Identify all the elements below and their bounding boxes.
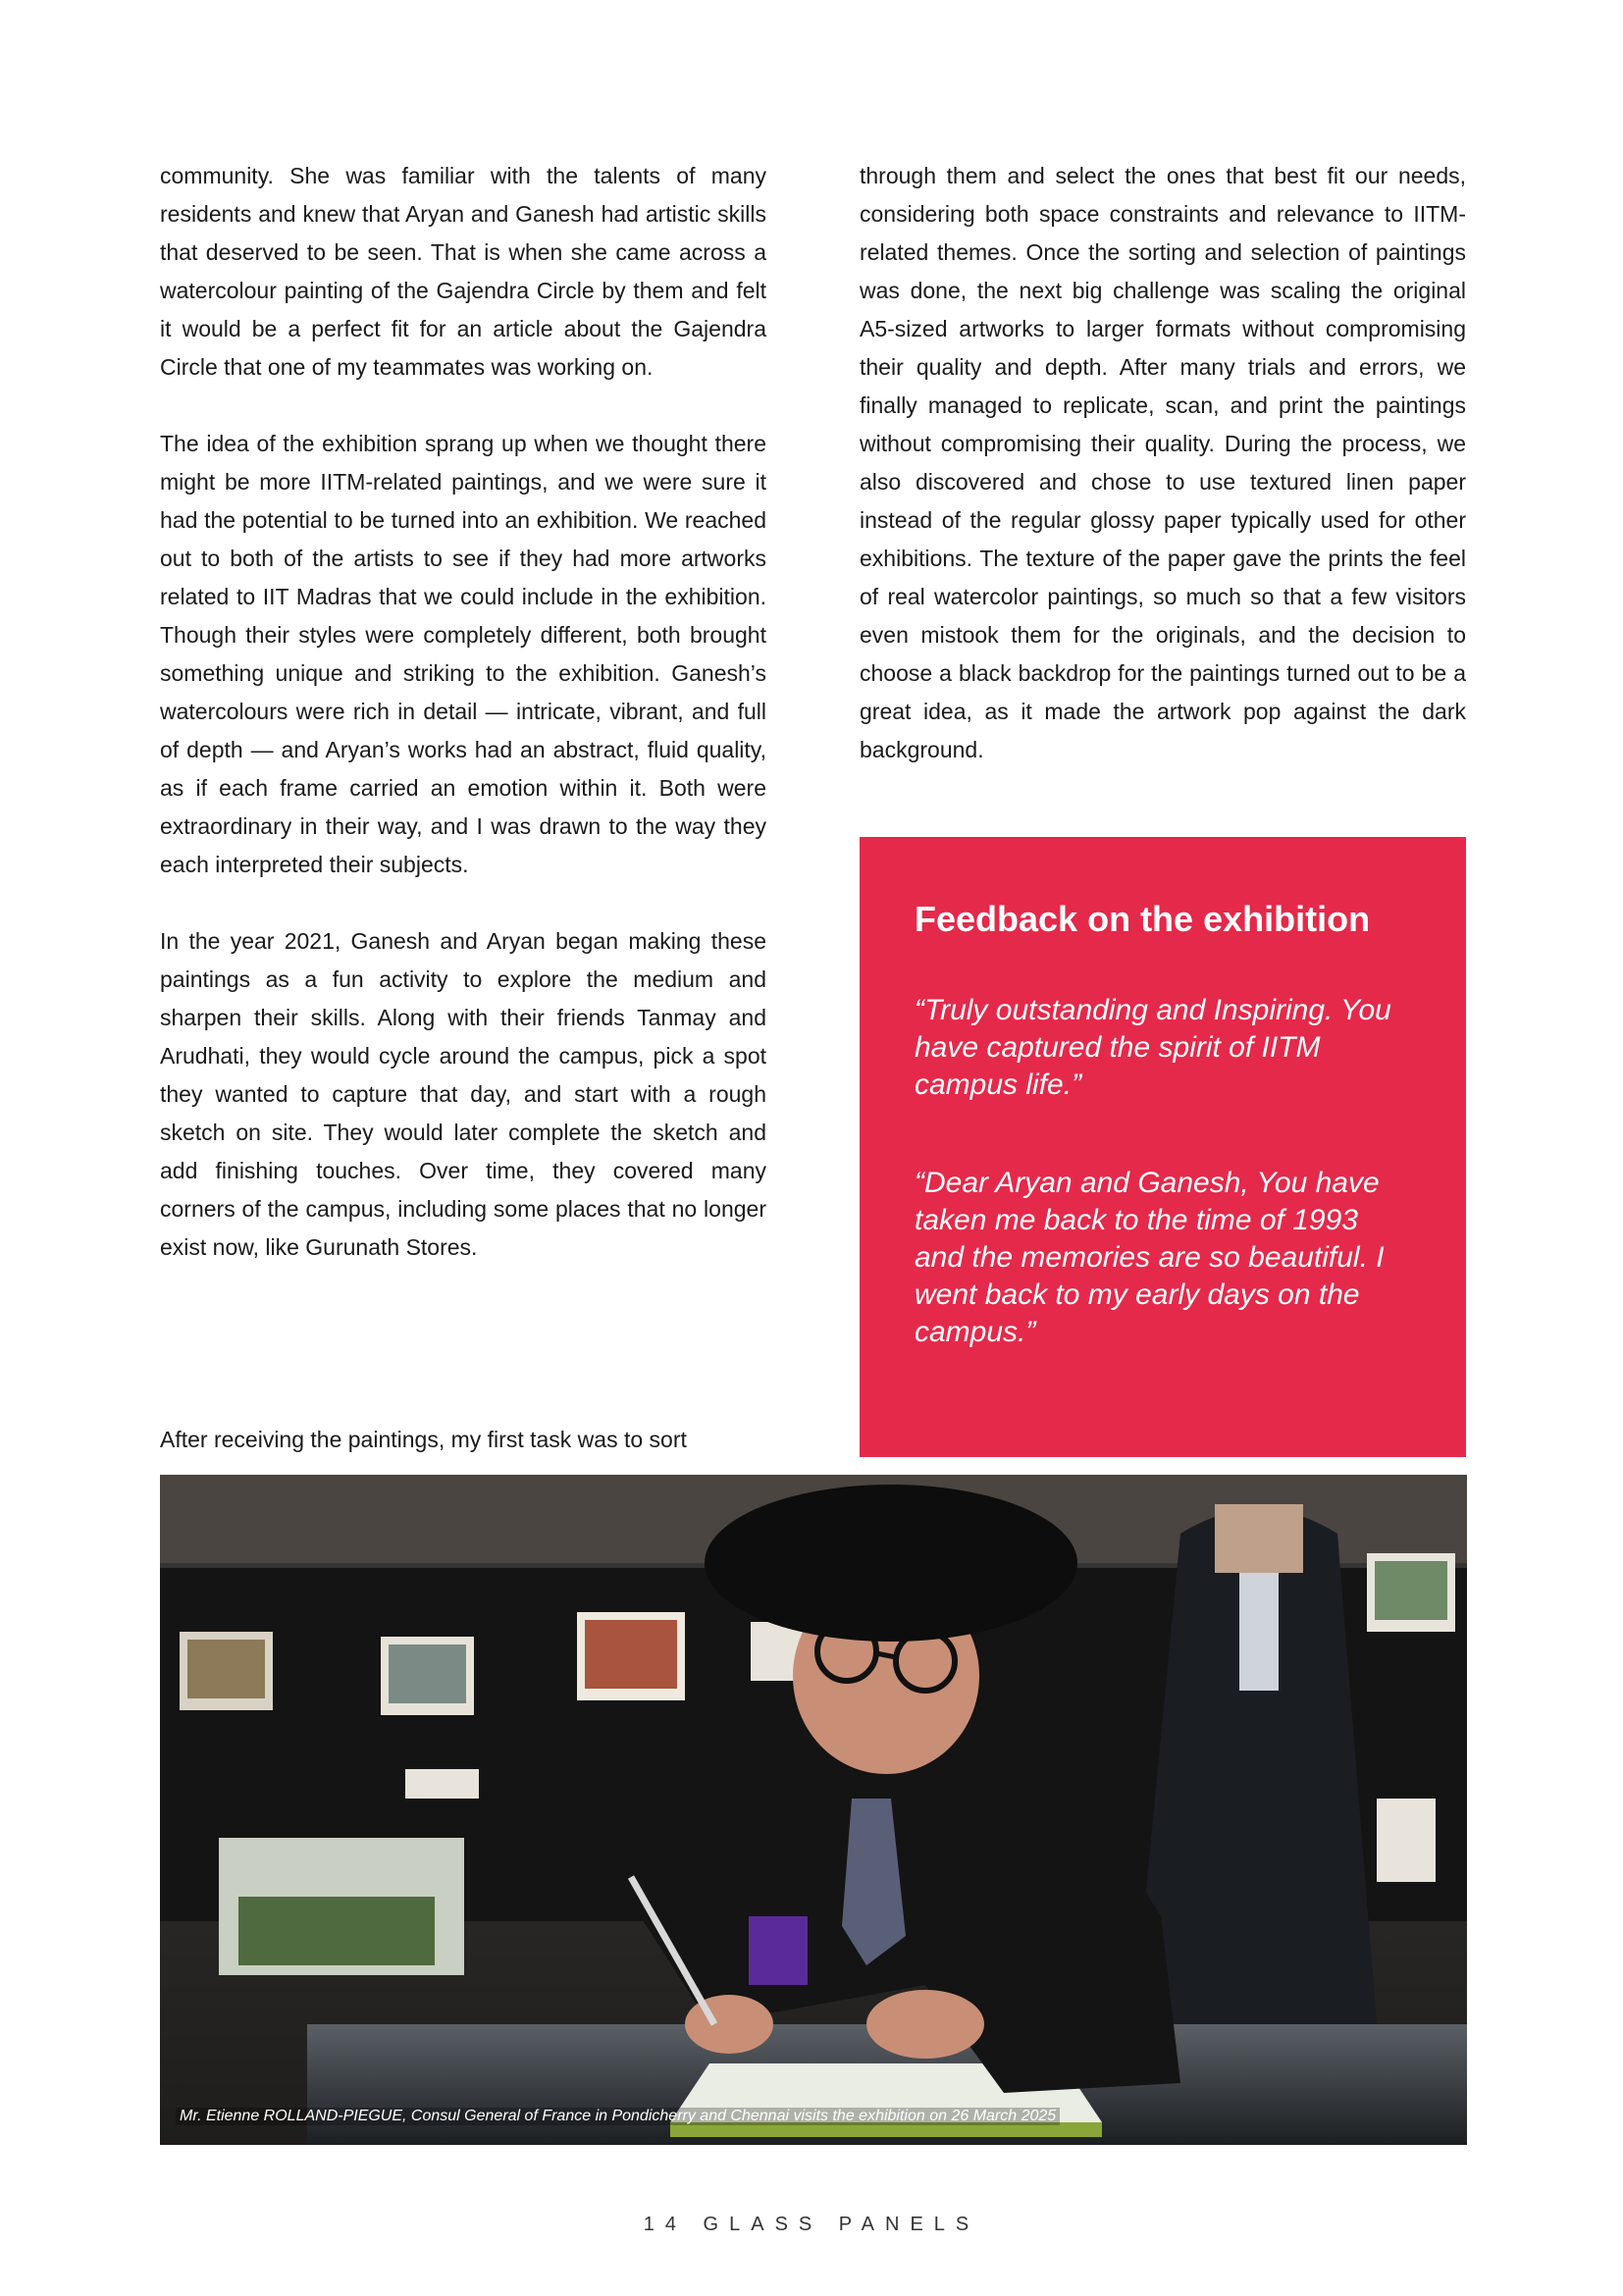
right-column (860, 157, 1466, 808)
feedback-quote-2: “Dear Aryan and Ganesh, You have taken me back to the time of 1993 and the memories are so beautiful. I went back to my early days on the campus.” (915, 1167, 1385, 1348)
feedback-quote-1: “Truly outstanding and Inspiring. You have captured the spirit of IITM campus life.” (915, 994, 1391, 1101)
left-paragraph-4: After receiving the paintings, my first task was to sort (160, 1427, 687, 1452)
photo-illustration (160, 1475, 1467, 2145)
feedback-title: Feedback on the exhibition (915, 899, 1371, 939)
left-column (160, 157, 766, 1452)
page-footer: 14 GLASS PANELS (643, 2214, 980, 2235)
feedback-box (860, 837, 1466, 1457)
left-paragraph-2: The idea of the exhibition sprang up when we thought there might be more IITM-related paintings, and we were sure it had the potential to be turned into an exhibition. We reached out to both of the artists to see if they had more artworks related to IIT Madras that we could include in the exhibition. Though their styles were completely different, both brought something unique and striking to the exhibition. Ganesh’s watercolours were rich in detail — intricate, vibrant, and full of depth — and Aryan’s works had an abstract, fluid quality, as if each frame carried an emotion within it. Both were extraordinary in their way, and I was drawn to the way they each interpreted their subjects. (160, 431, 766, 877)
photo-caption: Mr. Etienne ROLLAND-PIEGUE, Consul General of France in Pondicherry and Chennai visits the exhibition on 26 March 2025 (176, 2108, 1060, 2125)
left-paragraph-1: community. She was familiar with the talents of many residents and knew that Aryan and Ganesh had artistic skills that deserved to be seen. That is when she came across a watercolour painting of the Gajendra Circle by them and felt it would be a perfect fit for an article about the Gajendra Circle that one of my teammates was working on. (160, 163, 766, 380)
left-paragraph-3: In the year 2021, Ganesh and Aryan began making these paintings as a fun activity to explore the medium and sharpen their skills. Along with their friends Tanmay and Arudhati, they would cycle around the campus, pick a spot they wanted to capture that day, and start with a rough sketch on site. They would later complete the sketch and add finishing touches. Over time, they covered many corners of the campus, including some places that no longer exist now, like Gurunath Stores. (160, 928, 766, 1260)
right-paragraph-1: through them and select the ones that best fit our needs, considering both space constraints and relevance to IITM-related themes. Once the sorting and selection of paintings was done, the next big challenge was scaling the original A5-sized artworks to larger formats without compromising their quality and depth. After many trials and errors, we finally managed to replicate, scan, and print the paintings without compromising their quality. During the process, we also discovered and chose to use textured linen paper instead of the regular glossy paper typically used for other exhibitions. The texture of the paper gave the prints the feel of real watercolor paintings, so much so that a few visitors even mistook them for the originals, and the decision to choose a black backdrop for the paintings turned out to be a great idea, as it made the artwork pop against the dark background. (860, 163, 1466, 762)
exhibition-photo (160, 1475, 1467, 2145)
